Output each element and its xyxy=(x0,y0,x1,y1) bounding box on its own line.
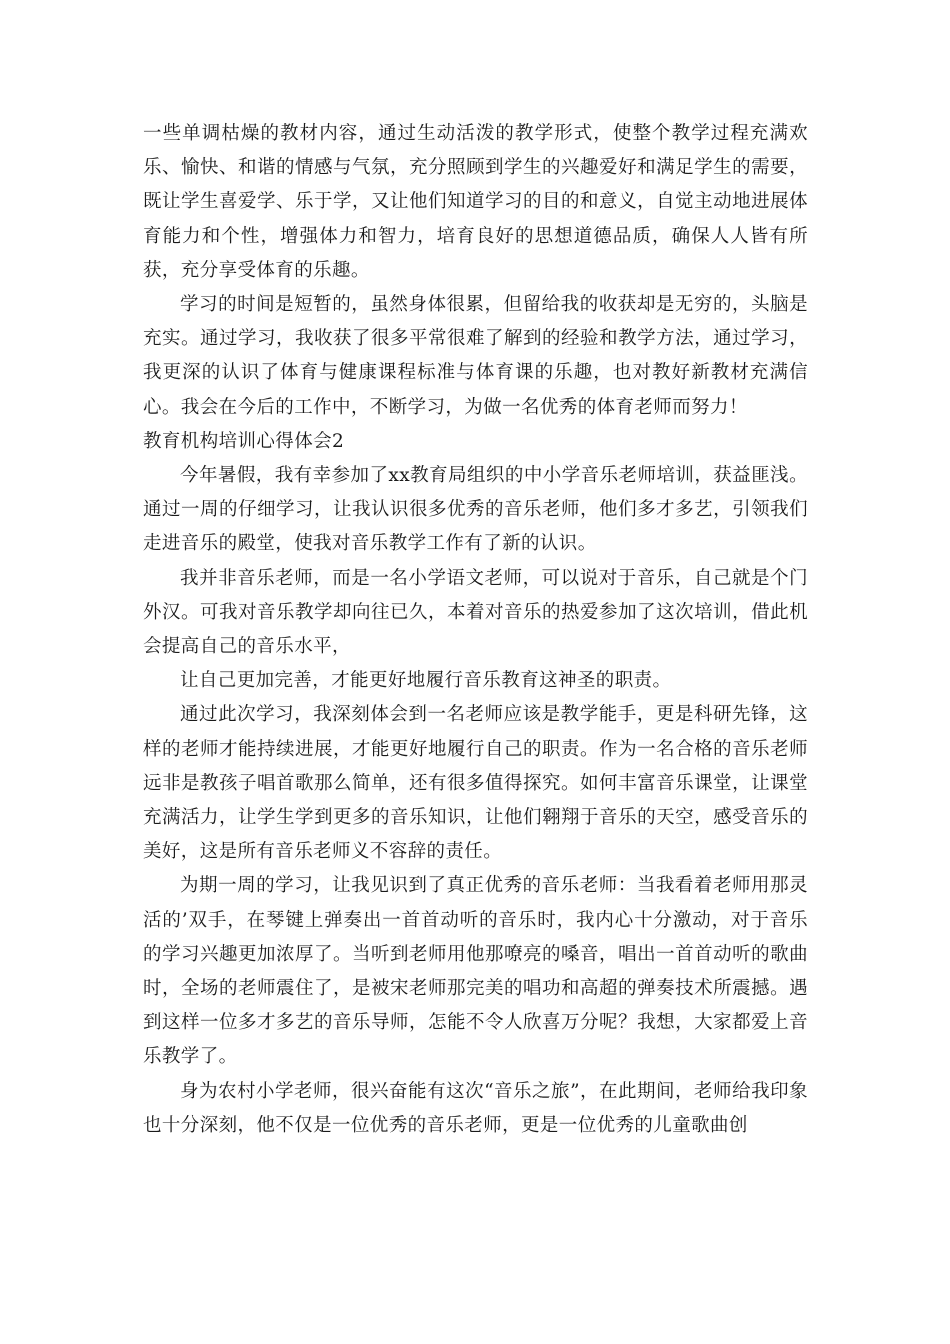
paragraph: 一些单调枯燥的教材内容，通过生动活泼的教学形式，使整个教学过程充满欢乐、愉快、和谐的情感与气氛，充分照顾到学生的兴趣爱好和满足学生的需要，既让学生喜爱学、乐于学，又让他们知道学习的目的和意义，自觉主动地进展体育能力和个性，增强体力和智力，培育良好的思想道德品质，确保人人皆有所获，充分享受体育的乐趣。 xyxy=(143,123,808,281)
paragraph: 我并非音乐老师，而是一名小学语文老师，可以说对于音乐，自己就是个门外汉。可我对音乐教学却向往已久，本着对音乐的热爱参加了这次培训，借此机会提高自己的音乐水平， xyxy=(143,567,808,658)
paragraph: 今年暑假，我有幸参加了xx教育局组织的中小学音乐老师培训，获益匪浅。通过一周的仔细学习，让我认识很多优秀的音乐老师，他们多才多艺，引领我们走进音乐的殿堂，使我对音乐教学工作有了新的认识。 xyxy=(143,465,808,555)
paragraph: 通过此次学习，我深刻体会到一名老师应该是教学能手，更是科研先锋，这样的老师才能持续进展，才能更好地履行自己的职责。作为一名合格的音乐老师远非是教孩子唱首歌那么简单，还有很多值得探究。如何丰富音乐课堂，让课堂充满活力，让学生学到更多的音乐知识，让他们翱翔于音乐的天空，感受音乐的美好，这是所有音乐老师义不容辞的责任。 xyxy=(143,704,808,863)
paragraph: 身为农村小学老师，很兴奋能有这次“音乐之旅”，在此期间，老师给我印象也十分深刻，他不仅是一位优秀的音乐老师，更是一位优秀的儿童歌曲创 xyxy=(143,1080,808,1136)
section-heading: 教育机构培训心得体会2 xyxy=(143,430,345,452)
paragraph: 为期一周的学习，让我见识到了真正优秀的音乐老师：当我看着老师用那灵活的’双手，在琴键上弹奏出一首首动听的音乐时，我内心十分激动，对于音乐的学习兴趣更加浓厚了。当听到老师用他那嘹亮的嗓音，唱出一首首动听的歌曲时，全场的老师震住了，是被宋老师那完美的唱功和高超的弹奏技术所震撼。遇到这样一位多才多艺的音乐导师，怎能不令人欣喜万分呢？我想，大家都爱上音乐教学了。 xyxy=(143,875,808,1068)
paragraph: 让自己更加完善，才能更好地履行音乐教育这神圣的职责。 xyxy=(180,670,672,692)
document-body xyxy=(143,117,808,1143)
paragraph: 学习的时间是短暂的，虽然身体很累，但留给我的收获却是无穷的，头脑是充实。通过学习，我收获了很多平常很难了解到的经验和教学方法，通过学习，我更深的认识了体育与健康课程标准与体育课的乐趣，也对教好新教材充满信心。我会在今后的工作中，不断学习，为做一名优秀的体育老师而努力！ xyxy=(143,294,808,418)
